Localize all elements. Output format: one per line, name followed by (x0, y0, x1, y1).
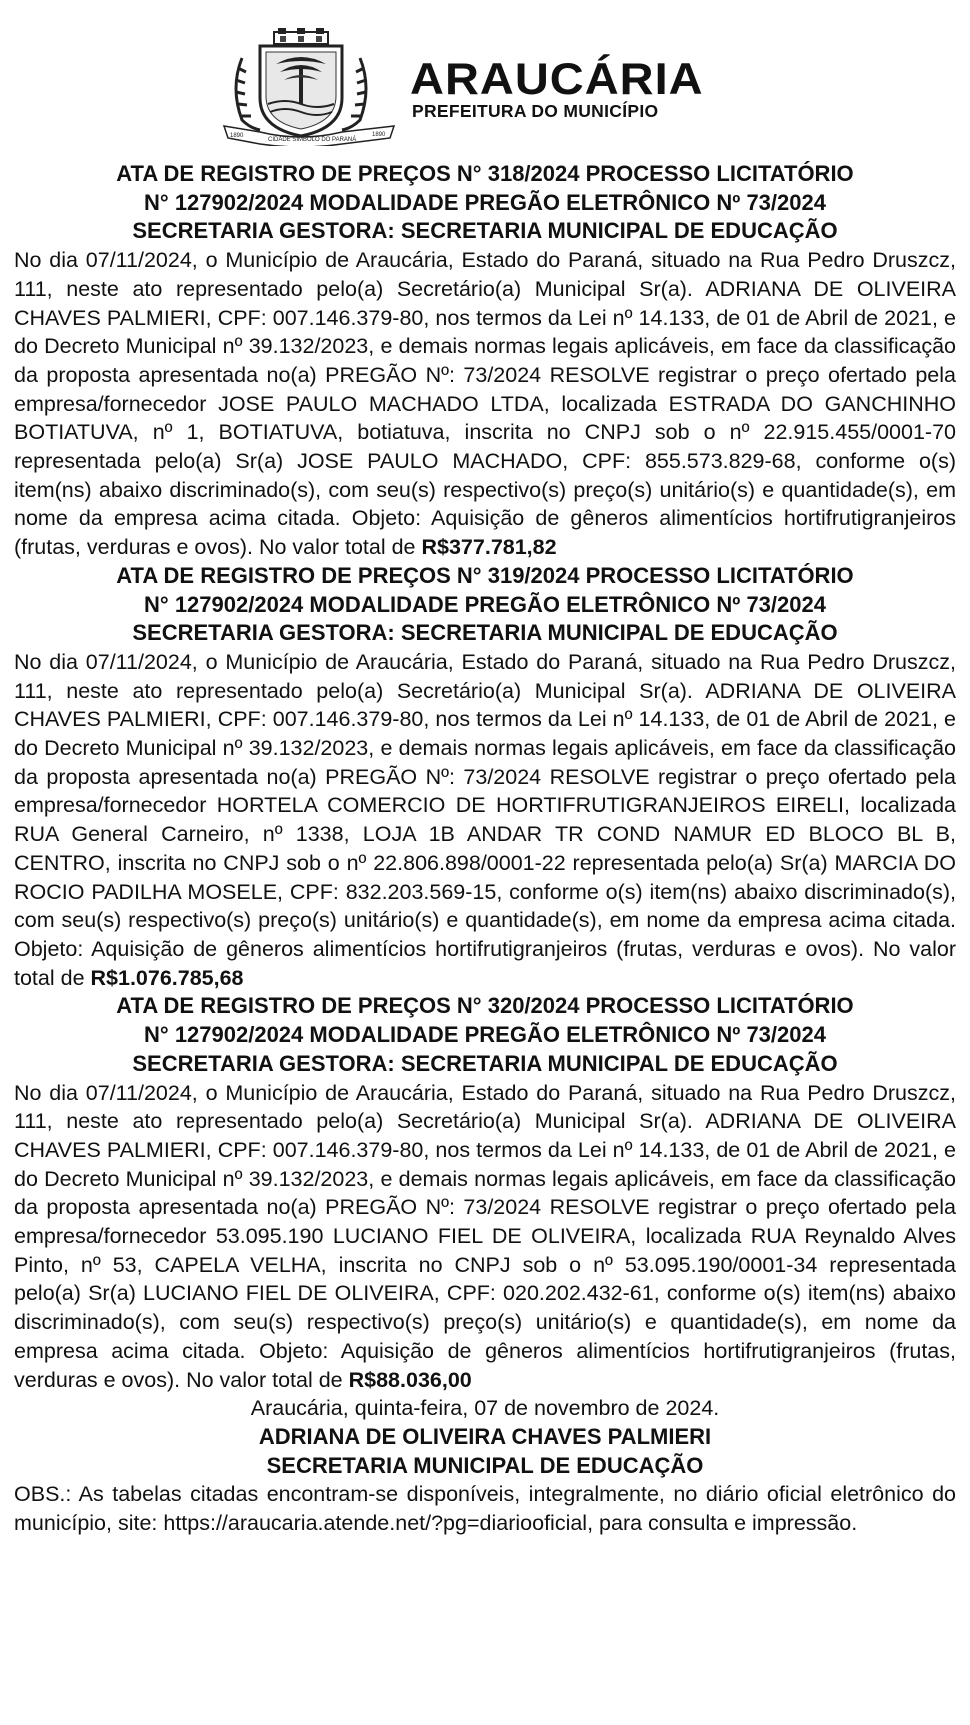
ata-title-line-3: SECRETARIA GESTORA: SECRETARIA MUNICIPAL DE EDUCAÇÃO (132, 620, 838, 646)
closing (14, 1394, 956, 1538)
crest-ribbon-text: CIDADE SÍMBOLO DO PARANÁ (268, 137, 357, 143)
header (0, 28, 970, 148)
ata-body (14, 1079, 956, 1395)
araucaria-coat-of-arms-icon (220, 28, 398, 146)
crest-text-left: 1890 (230, 133, 244, 139)
ata-total-value: R$1.076.785,68 (90, 965, 244, 990)
ata-body-text: No dia 07/11/2024, o Município de Araucária, Estado do Paraná, situado na Rua Pedro Druszcz, 111, neste ato representado pelo(a) Secretário(a) Municipal Sr(a). ADRIANA DE OLIVEIRA CHAVES PALMIERI, CPF: 007.146.379-80, nos termos da Lei nº 14.133, de 01 de Abril de 2021, e do Decreto Municipal nº 39.132/2023, e demais normas legais aplicáveis, em face da classificação da proposta apresentada no(a) PREGÃO Nº: 73/2024 RESOLVE registrar o preço ofertado pela empresa/fornecedor JOSE PAULO MACHADO LTDA, localizada ESTRADA DO GANCHINHO BOTIATUVA, nº 1, BOTIATUVA, botiatuva, inscrita no CNPJ sob o nº 22.915.455/0001-70 representada pelo(a) Sr(a) JOSE PAULO MACHADO, CPF: 855.573.829-68, conforme o(s) item(ns) abaixo discriminado(s), com seu(s) respectivo(s) preço(s) unitário(s) e quantidade(s), em nome da empresa acima citada. Objeto: Aquisição de gêneros alimentícios hortifrutigranjeiros (frutas, verduras e ovos). No valor total de (14, 248, 956, 560)
ata-title-line-1: ATA DE REGISTRO DE PREÇOS N° 318/2024 PROCESSO LICITATÓRIO (116, 161, 854, 186)
ata-title-line-3: SECRETARIA GESTORA: SECRETARIA MUNICIPAL DE EDUCAÇÃO (132, 218, 838, 244)
ata-title-line-3: SECRETARIA GESTORA: SECRETARIA MUNICIPAL DE EDUCAÇÃO (132, 1050, 838, 1076)
ata-title-line-2: N° 127902/2024 MODALIDADE PREGÃO ELETRÔNICO Nº 73/2024 (144, 189, 826, 215)
ata-body-text: No dia 07/11/2024, o Município de Araucária, Estado do Paraná, situado na Rua Pedro Druszcz, 111, neste ato representado pelo(a) Secretário(a) Municipal Sr(a). ADRIANA DE OLIVEIRA CHAVES PALMIERI, CPF: 007.146.379-80, nos termos da Lei nº 14.133, de 01 de Abril de 2021, e do Decreto Municipal nº 39.132/2023, e demais normas legais aplicáveis, em face da classificação da proposta apresentada no(a) PREGÃO Nº: 73/2024 RESOLVE registrar o preço ofertado pela empresa/fornecedor 53.095.190 LUCIANO FIEL DE OLIVEIRA, localizada RUA Reynaldo Alves Pinto, nº 53, CAPELA VELHA, inscrita no CNPJ sob o nº 53.095.190/0001-34 representada pelo(a) Sr(a) LUCIANO FIEL DE OLIVEIRA, CPF: 020.202.432-61, conforme o(s) item(ns) abaixo discriminado(s), com seu(s) respectivo(s) preço(s) unitário(s) e quantidade(s), em nome da empresa acima citada. Objeto: Aquisição de gêneros alimentícios hortifrutigranjeiros (frutas, verduras e ovos). No valor total de (14, 1080, 956, 1392)
place-date: Araucária, quinta-feira, 07 de novembro de 2024. (250, 1396, 720, 1421)
ata-title-line-1: ATA DE REGISTRO DE PREÇOS N° 320/2024 PROCESSO LICITATÓRIO (116, 993, 854, 1019)
document-body (14, 160, 956, 1538)
ata-body (14, 648, 956, 992)
ata-320 (14, 992, 956, 1394)
observation-note: OBS.: As tabelas citadas encontram-se disponíveis, integralmente, no diário oficial eletrônico do município, site: https://araucaria.atende.net/?pg=diariooficial, para consulta e impressão. (14, 1482, 956, 1536)
ata-319 (14, 562, 956, 993)
ata-title-line-2: N° 127902/2024 MODALIDADE PREGÃO ELETRÔNICO Nº 73/2024 (144, 1022, 826, 1048)
signer-name: ADRIANA DE OLIVEIRA CHAVES PALMIERI (258, 1423, 712, 1449)
ata-total-value: R$377.781,82 (421, 535, 557, 560)
ata-total-value: R$88.036,00 (348, 1367, 472, 1392)
crest-text-right: 1890 (372, 132, 386, 138)
signer-role: SECRETARIA MUNICIPAL DE EDUCAÇÃO (266, 1452, 704, 1478)
ata-body (14, 246, 956, 562)
brand-subtitle: PREFEITURA DO MUNICÍPIO (412, 101, 659, 121)
ata-body-text: No dia 07/11/2024, o Município de Araucária, Estado do Paraná, situado na Rua Pedro Druszcz, 111, neste ato representado pelo(a) Secretário(a) Municipal Sr(a). ADRIANA DE OLIVEIRA CHAVES PALMIERI, CPF: 007.146.379-80, nos termos da Lei nº 14.133, de 01 de Abril de 2021, e do Decreto Municipal nº 39.132/2023, e demais normas legais aplicáveis, em face da classificação da proposta apresentada no(a) PREGÃO Nº: 73/2024 RESOLVE registrar o preço ofertado pela empresa/fornecedor HORTELA COMERCIO DE HORTIFRUTIGRANJEIROS EIRELI, localizada RUA General Carneiro, nº 1338, LOJA 1B ANDAR TR COND NAMUR ED BLOCO BL B, CENTRO, inscrita no CNPJ sob o nº 22.806.898/0001-22 representada pelo(a) Sr(a) MARCIA DO ROCIO PADILHA MOSELE, CPF: 832.203.569-15, conforme o(s) item(ns) abaixo discriminado(s), com seu(s) respectivo(s) preço(s) unitário(s) e quantidade(s), em nome da empresa acima citada. Objeto: Aquisição de gêneros alimentícios hortifrutigranjeiros (frutas, verduras e ovos). No valor total de (14, 649, 956, 990)
ata-title-line-1: ATA DE REGISTRO DE PREÇOS N° 319/2024 PROCESSO LICITATÓRIO (116, 562, 854, 588)
ata-title-line-2: N° 127902/2024 MODALIDADE PREGÃO ELETRÔNICO Nº 73/2024 (144, 591, 826, 617)
ata-318 (14, 160, 956, 562)
brand (410, 53, 704, 121)
brand-name: ARAUCÁRIA (410, 53, 704, 104)
